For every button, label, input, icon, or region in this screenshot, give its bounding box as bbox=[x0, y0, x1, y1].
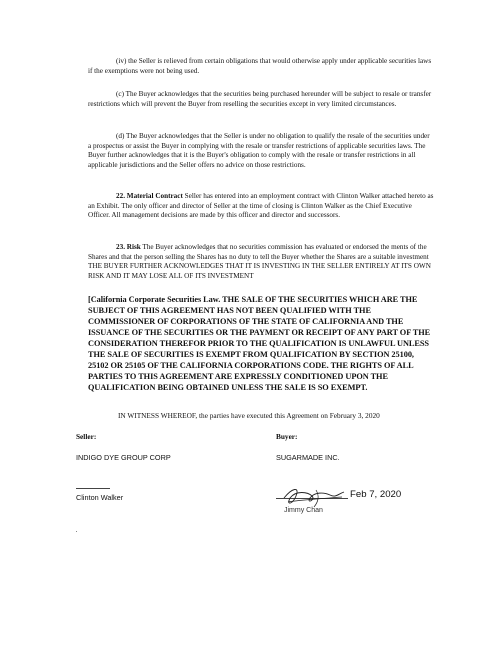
paragraph-iv: (iv) the Seller is relieved from certain obligations that would otherwise apply under applicable securities laws if the exemptions were not being used. bbox=[88, 57, 432, 75]
california-securities-legend: [California Corporate Securities Law. THE SALE OF THE SECURITIES WHICH ARE THE SUBJECT OF THIS AGREEMENT HAS NOT BEEN QUALIFIED WITH THE COMMISSIONER OF CORPORATIONS OF THE STATE OF CALIFORNIA AND THE ISSUANCE OF THE SECURITIES OR THE PAYMENT OR RECEIPT OF ANY PART OF THE CONSIDERATION THEREFOR PRIOR TO THE QUALIFICATION IS UNLAWFUL UNLESS THE SALE OF SECURITIES IS EXEMPT FROM QUALIFICATION BY SECTION 25100, 25102 OR 25105 OF THE CALIFORNIA CORPORATIONS CODE. THE RIGHTS OF ALL PARTIES TO THIS AGREEMENT ARE EXPRESSLY CONDITIONED UPON THE QUALIFICATION BEING OBTAINED UNLESS THE SALE IS SO EXEMPT. bbox=[88, 295, 431, 392]
buyer-label: Buyer: bbox=[276, 432, 298, 441]
seller-printed-name: Clinton Walker bbox=[76, 493, 124, 502]
paragraph-d: (d) The Buyer acknowledges that the Seller is under no obligation to qualify the resale of the securities under a prospectus or assist the Buyer in complying with the resale or transfer restrictions of applicable securities laws. The Buyer further acknowledges that it is the Buyer's obligation to comply with the resale or transfer restrictions in all applicable jurisdictions and the Seller offers no advice on those restrictions. bbox=[88, 132, 430, 169]
seller-company: INDIGO DYE GROUP CORP bbox=[76, 453, 171, 462]
section-22 bbox=[88, 192, 434, 221]
buyer-printed-name: Jimmy Chan bbox=[284, 507, 323, 514]
section-23-body: The Buyer acknowledges that no securities commission has evaluated or endorsed the ments of the Shares and that the person selling the Shares has no duty to tell the Buyer whether the Shares are a suitable investment THE BUYER FURTHER ACKNOWLEDGES THAT IT IS INVESTING IN THE SELLER ENTIRELY AT ITS OWN RISK AND IT MAY LOSE ALL OF ITS INVESTMENT bbox=[88, 243, 431, 280]
section-22-body: Seller has entered into an employment contract with Clinton Walker attached hereto as an Exhibit. The only officer and director of Seller at the time of closing is Clinton Walker as the Chief Executive Officer. All management decisions are made by this officer and director and successors. bbox=[88, 192, 434, 220]
seller-signature-line bbox=[76, 488, 110, 489]
section-23 bbox=[88, 243, 434, 281]
section-23-heading: 23. Risk bbox=[116, 243, 141, 251]
buyer-company: SUGARMADE INC. bbox=[276, 453, 340, 462]
section-22-heading: 22. Material Contract bbox=[116, 192, 183, 200]
witness-statement: IN WITNESS WHEREOF, the parties have executed this Agreement on February 3, 2020 bbox=[118, 411, 380, 420]
stray-mark bbox=[76, 531, 77, 532]
buyer-signed-date: Feb 7, 2020 bbox=[350, 489, 402, 500]
seller-label: Seller: bbox=[76, 432, 97, 441]
paragraph-c: (c) The Buyer acknowledges that the securities being purchased hereunder will be subject to resale or transfer restrictions which will prevent the Buyer from reselling the securities except in very limited circumstances. bbox=[88, 90, 432, 108]
